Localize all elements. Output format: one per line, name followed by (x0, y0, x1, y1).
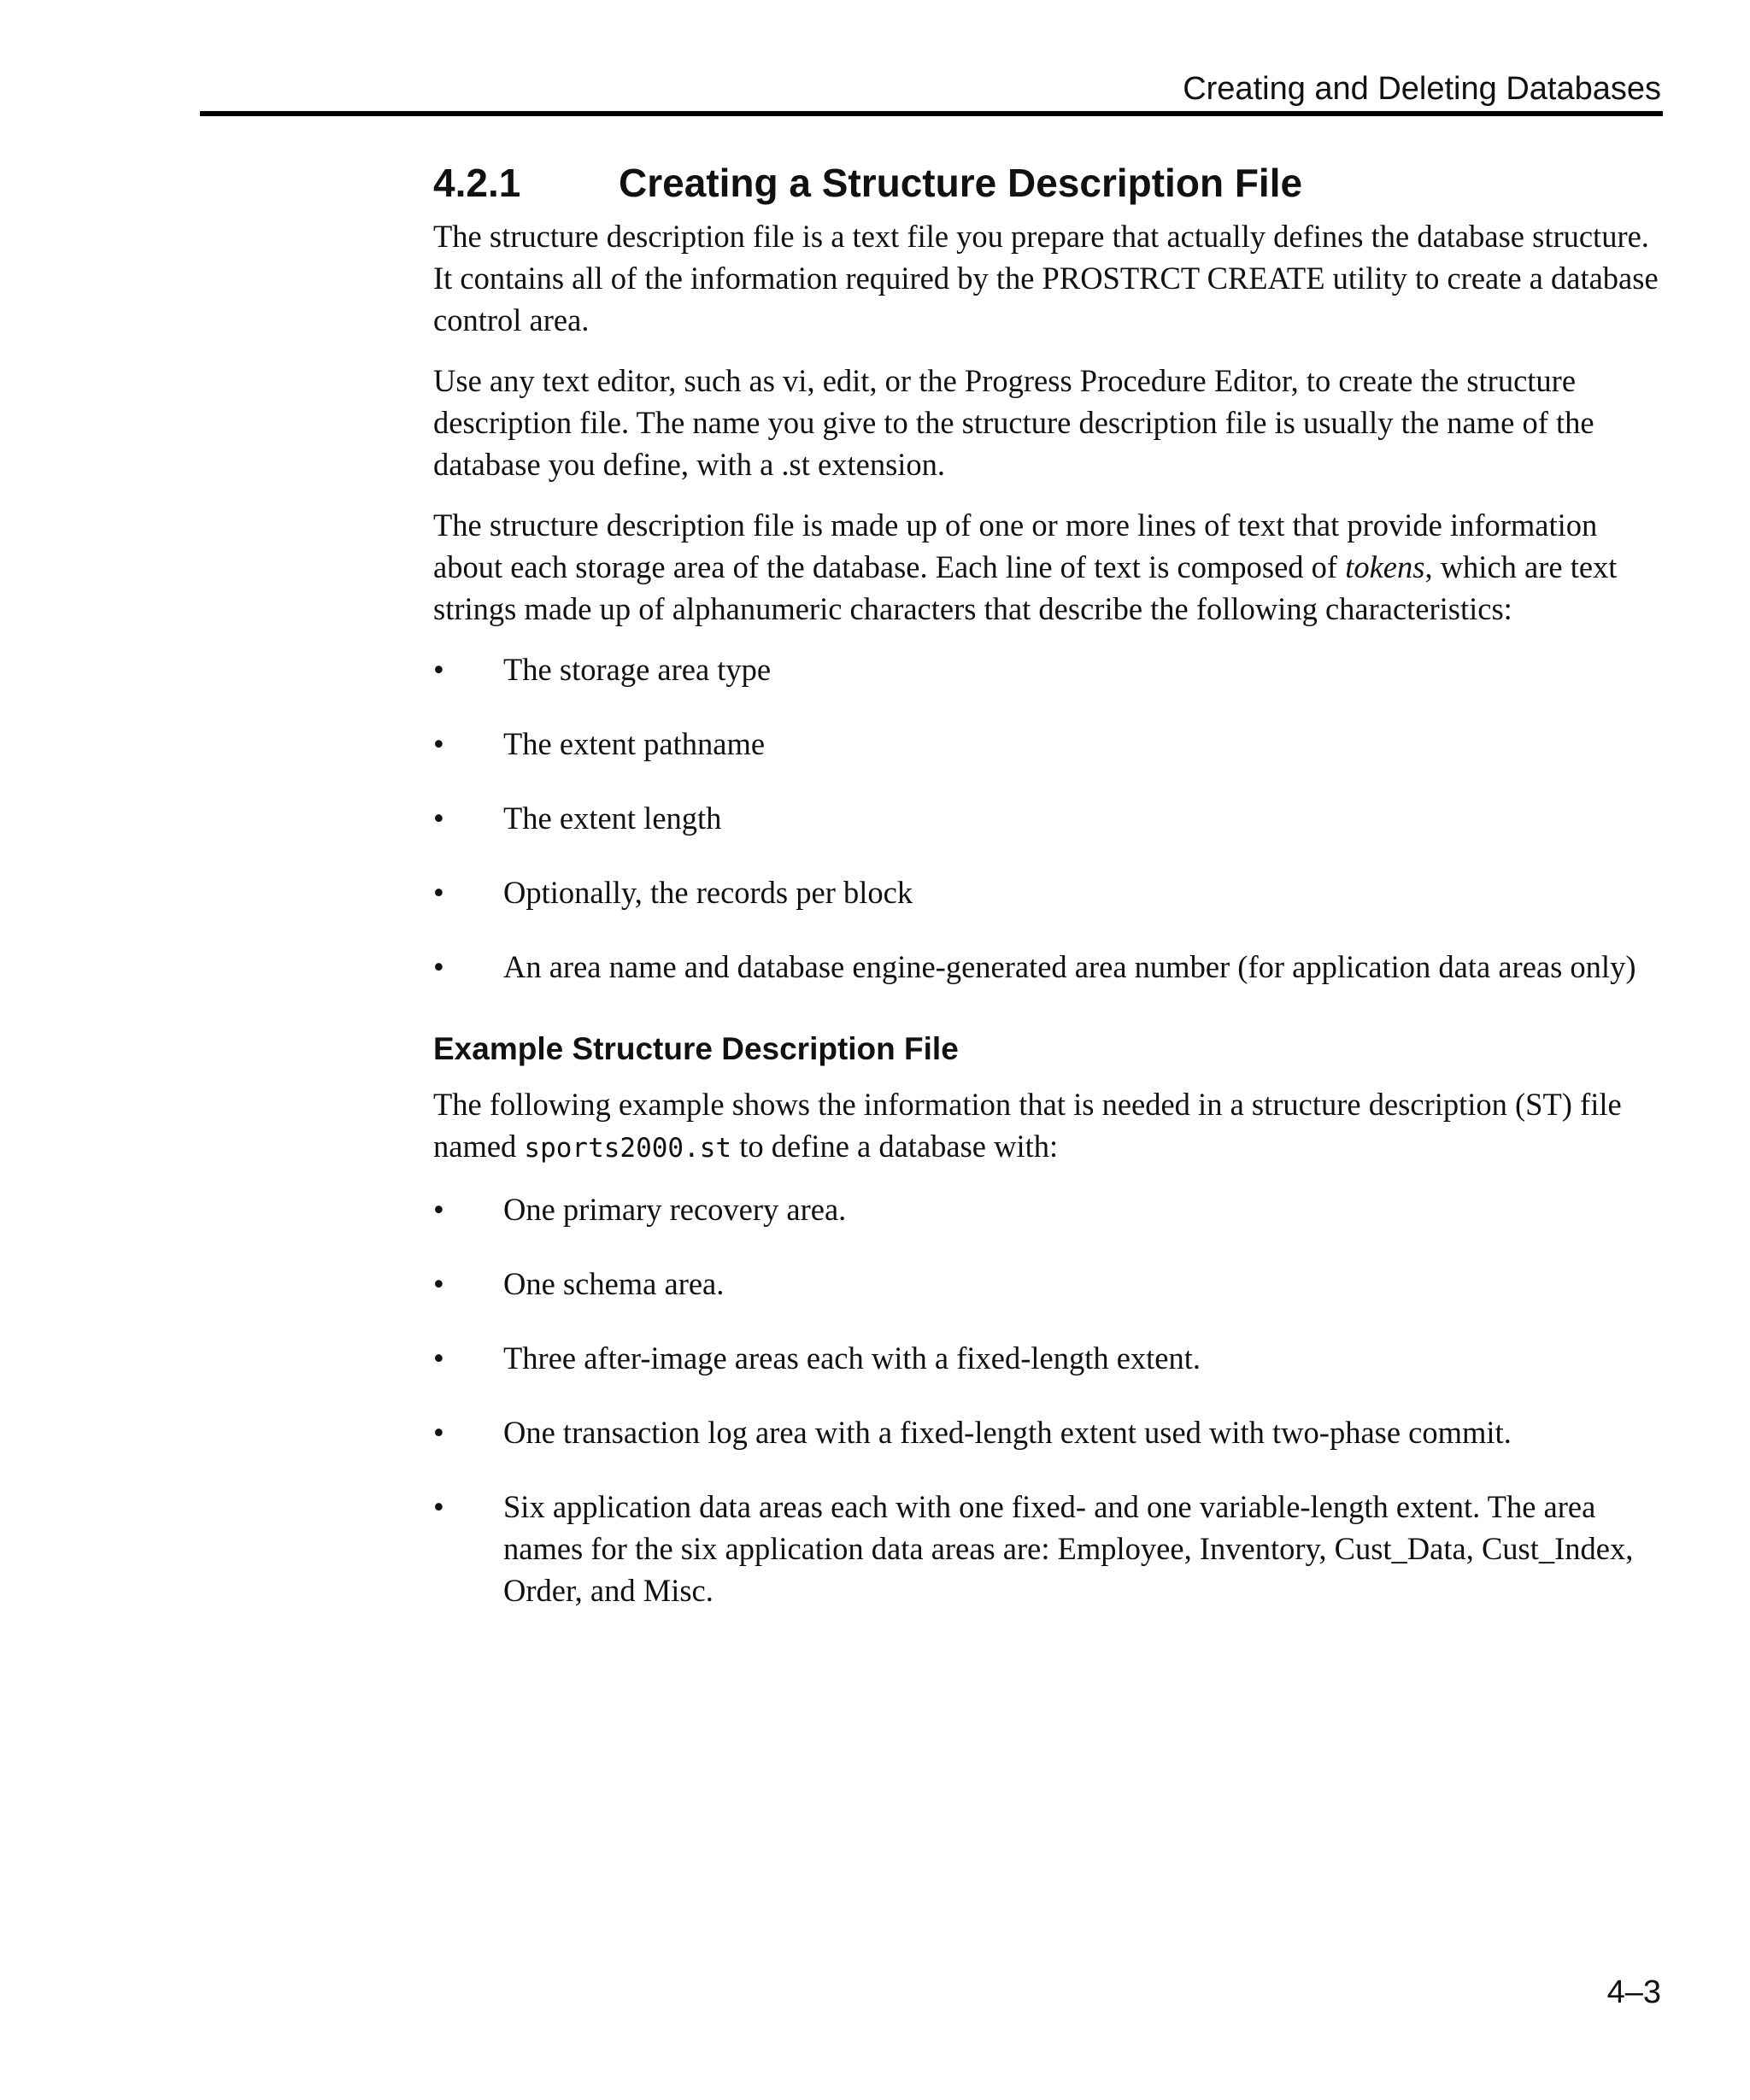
list-item-text: One transaction log area with a fixed-length extent used with two-phase commit. (503, 1415, 1512, 1450)
list-item (433, 946, 1665, 988)
list-item-text: Six application data areas each with one fixed- and one variable-length extent. The area names for the six application data areas are: Employee, Inventory, Cust_Data, Cust_Index, Order, and Misc. (503, 1489, 1634, 1608)
characteristics-list (433, 648, 1665, 988)
list-item-text: The extent pathname (503, 726, 766, 761)
page-number: 4–3 (1606, 1974, 1661, 2010)
bullet-icon: • (433, 1266, 444, 1301)
list-item (433, 797, 1665, 839)
list-item-text: Three after-image areas each with a fixed-length extent. (503, 1340, 1201, 1376)
list-item (433, 723, 1665, 765)
list-item (433, 1337, 1665, 1379)
list-item (433, 871, 1665, 913)
list-item (433, 648, 1665, 690)
example-intro-end: to define a database with: (731, 1129, 1059, 1164)
list-item-text: The storage area type (503, 652, 772, 687)
bullet-icon: • (433, 1340, 444, 1376)
bullet-icon: • (433, 801, 444, 836)
tokens-paragraph-end: , which are text strings made up of alphanumeric characters that describe the following characteristics: (433, 549, 1618, 626)
tokens-paragraph (433, 504, 1665, 630)
bullet-icon: • (433, 1192, 444, 1227)
intro-paragraph: The structure description file is a text file you prepare that actually defines the database structure. It contains all of the information required by the PROSTRCT CREATE utility to create a database control area. (433, 219, 1659, 337)
bullet-icon: • (433, 1415, 444, 1450)
page-content (433, 154, 1665, 1644)
example-heading: Example Structure Description File (433, 1031, 959, 1066)
bullet-icon: • (433, 949, 444, 984)
list-item-text: The extent length (503, 801, 722, 836)
list-item-text: Optionally, the records per block (503, 875, 913, 910)
section-title: Creating a Structure Description File (619, 161, 1303, 205)
list-item-text: An area name and database engine-generated area number (for application data areas only) (503, 949, 1636, 984)
example-intro (433, 1083, 1665, 1170)
example-areas-list (433, 1188, 1665, 1611)
bullet-icon: • (433, 726, 444, 761)
bullet-icon: • (433, 1489, 444, 1524)
example-intro-start: The following example shows the information that is needed in a structure description (ST) file named (433, 1087, 1622, 1164)
tokens-paragraph-start: The structure description file is made up of one or more lines of text that provide information about each storage area of the database. Each line of text is composed of (433, 507, 1598, 584)
list-item (433, 1188, 1665, 1230)
header-rule (200, 111, 1663, 116)
bullet-icon: • (433, 652, 444, 687)
tokens-term: tokens (1345, 549, 1425, 584)
list-item-text: One schema area. (503, 1266, 725, 1301)
section-heading (433, 154, 1665, 212)
list-item (433, 1486, 1665, 1611)
section-number: 4.2.1 (433, 161, 521, 205)
running-header: Creating and Deleting Databases (1183, 71, 1661, 107)
filename-code: sports2000.st (524, 1133, 732, 1164)
list-item (433, 1263, 1665, 1305)
list-item-text: One primary recovery area. (503, 1192, 847, 1227)
list-item (433, 1411, 1665, 1453)
bullet-icon: • (433, 875, 444, 910)
editor-paragraph: Use any text editor, such as vi, edit, or the Progress Procedure Editor, to create the structure description file. The name you give to the structure description file is usually the name of the database you define, with a .st extension. (433, 363, 1594, 482)
